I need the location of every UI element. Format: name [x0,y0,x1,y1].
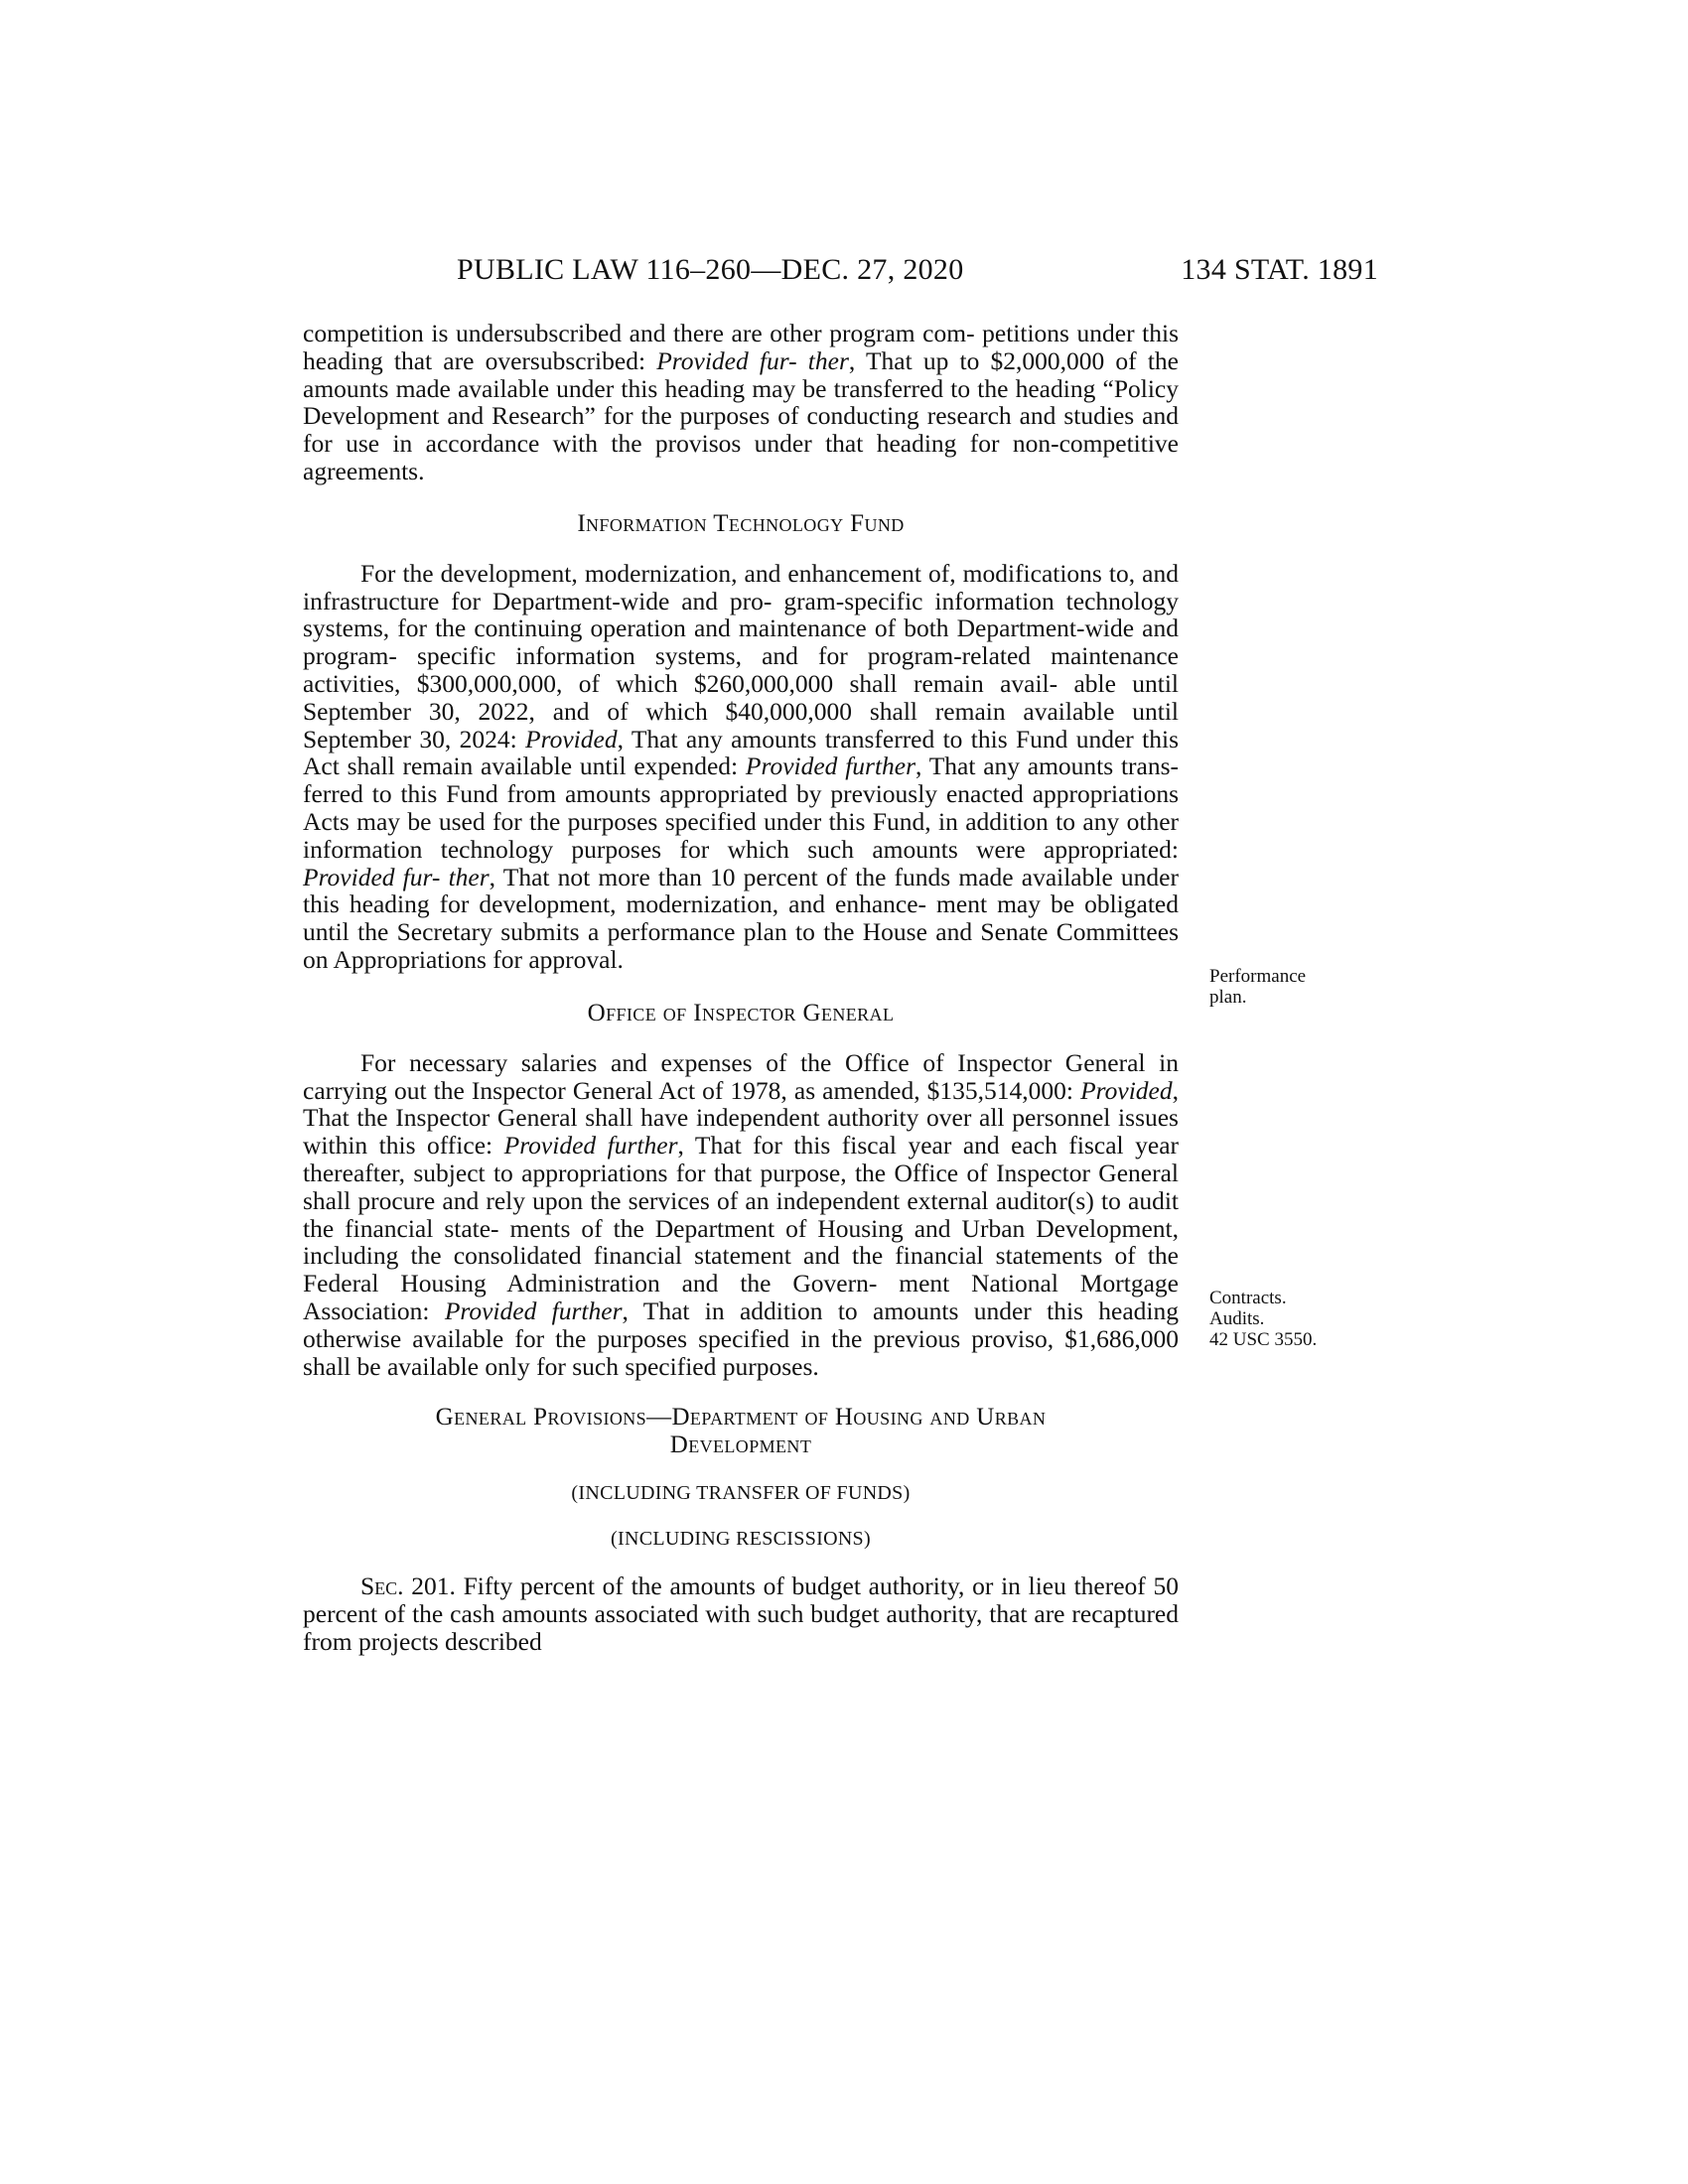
paragraph-inspector-general [303,1049,1179,1381]
proviso-italic: Provided [1080,1075,1173,1105]
proviso-italic: Provided fur- ther [656,345,849,375]
proviso-italic: Provided fur- ther [303,862,490,891]
text-run: For necessary salaries and expenses of the Office of Inspector General in carrying out the Inspector General Act of 1978, as amended, $135,514,000: [303,1047,1179,1105]
text-run: , That up to $2,000,000 of the amounts made available under this heading may be transferred to the heading “Policy Development and Research” for the purposes of conducting research and studies and for use in accordance with the provisos under that heading for non-competitive agreements. [303,345,1179,485]
heading-line: Development [669,1432,812,1459]
body-column [303,320,1179,1656]
text-run: competition is undersubscribed and there are other program com- petitions under this heading that are oversubscribed: [303,319,1179,375]
text-run: , That the Inspector General shall have independent authority over all personnel issues within this office: [303,1075,1179,1160]
margin-note-line: Audits. [1209,1308,1265,1329]
margin-note-contracts-audits [1209,1288,1317,1350]
text-run: , That for this fiscal year and each fiscal year thereafter, subject to appropriations for that purpose, the Office of Inspector General shall procure and rely upon the services of an independent external auditor(s) to audit the financial state- ments of the Department of Housing and Urban Development, including the consolidated financial statement and the financial statements of the Federal Housing Administration and the Govern- ment National Mortgage Association: [303,1131,1180,1325]
margin-note-line: 42 USC 3550. [1209,1329,1318,1350]
heading-information-technology-fund: Information Technology Fund [577,509,905,537]
paragraph-continuation [303,320,1179,485]
proviso-italic: Provided further [444,1296,623,1325]
text-run: For the development, modernization, and enhancement of, modifications to, and infrastructure for Department-wide and pro- gram-specific information technology systems, for the continuing operation and maintenance of both Department-wide and program- specific information systems, and for program-related maintenance activities, $300,000,000, of which $260,000,000 shall remain avail- able until September 30, 2022, and of which $40,000,000 shall remain available until September 30, 2024: [303,558,1179,753]
running-head [298,250,1378,290]
text-run: , That any amounts trans- ferred to this Fund from amounts appropriated by previously enacted appropriations Acts may be used for the purposes specified under this Fund, in addition to any other information technology purposes for which such amounts were appropriated: [303,751,1179,864]
page-citation: 134 STAT. 1891 [1181,253,1378,286]
proviso-italic: Provided further [745,751,916,781]
margin-note-line: plan. [1209,987,1247,1008]
paragraph-section-201 [303,1572,1179,1655]
heading-line: General Provisions—Department of Housing and Urban [435,1404,1047,1432]
paragraph-it-fund [303,560,1179,974]
text-run: , That in addition to amounts under this heading otherwise available for the purposes specified in the previous proviso, $1,686,000 shall be available only for such specified purposes. [303,1296,1179,1381]
text-run: 201. Fifty percent of the amounts of budget authority, or in lieu thereof 50 percent of the cash amounts associated with such budget authority, that are recaptured from projects described [303,1571,1179,1656]
section-label: Sec. [360,1571,404,1601]
margin-note-line: Performance [1209,966,1307,987]
proviso-italic: Provided further [503,1131,678,1160]
subheading-rescissions: (INCLUDING RESCISSIONS) [611,1528,871,1551]
proviso-italic: Provided [525,724,618,753]
subheading-transfer-of-funds: (INCLUDING TRANSFER OF FUNDS) [571,1482,911,1505]
text-run: , That any amounts transferred to this Fund under this Act shall remain available until expended: [303,724,1179,781]
heading-office-of-inspector-general: Office of Inspector General [587,999,895,1026]
running-head-title: PUBLIC LAW 116–260—DEC. 27, 2020 [457,253,964,286]
margin-note-performance-plan [1209,966,1306,1008]
margin-note-line: Contracts. [1209,1288,1287,1308]
text-run: , That not more than 10 percent of the funds made available under this heading for development, modernization, and enhance- ment may be obligated until the Secretary submits a performance plan to the House and Senate Committees on Appropriations for approval. [303,862,1179,974]
heading-general-provisions [303,1404,1179,1459]
